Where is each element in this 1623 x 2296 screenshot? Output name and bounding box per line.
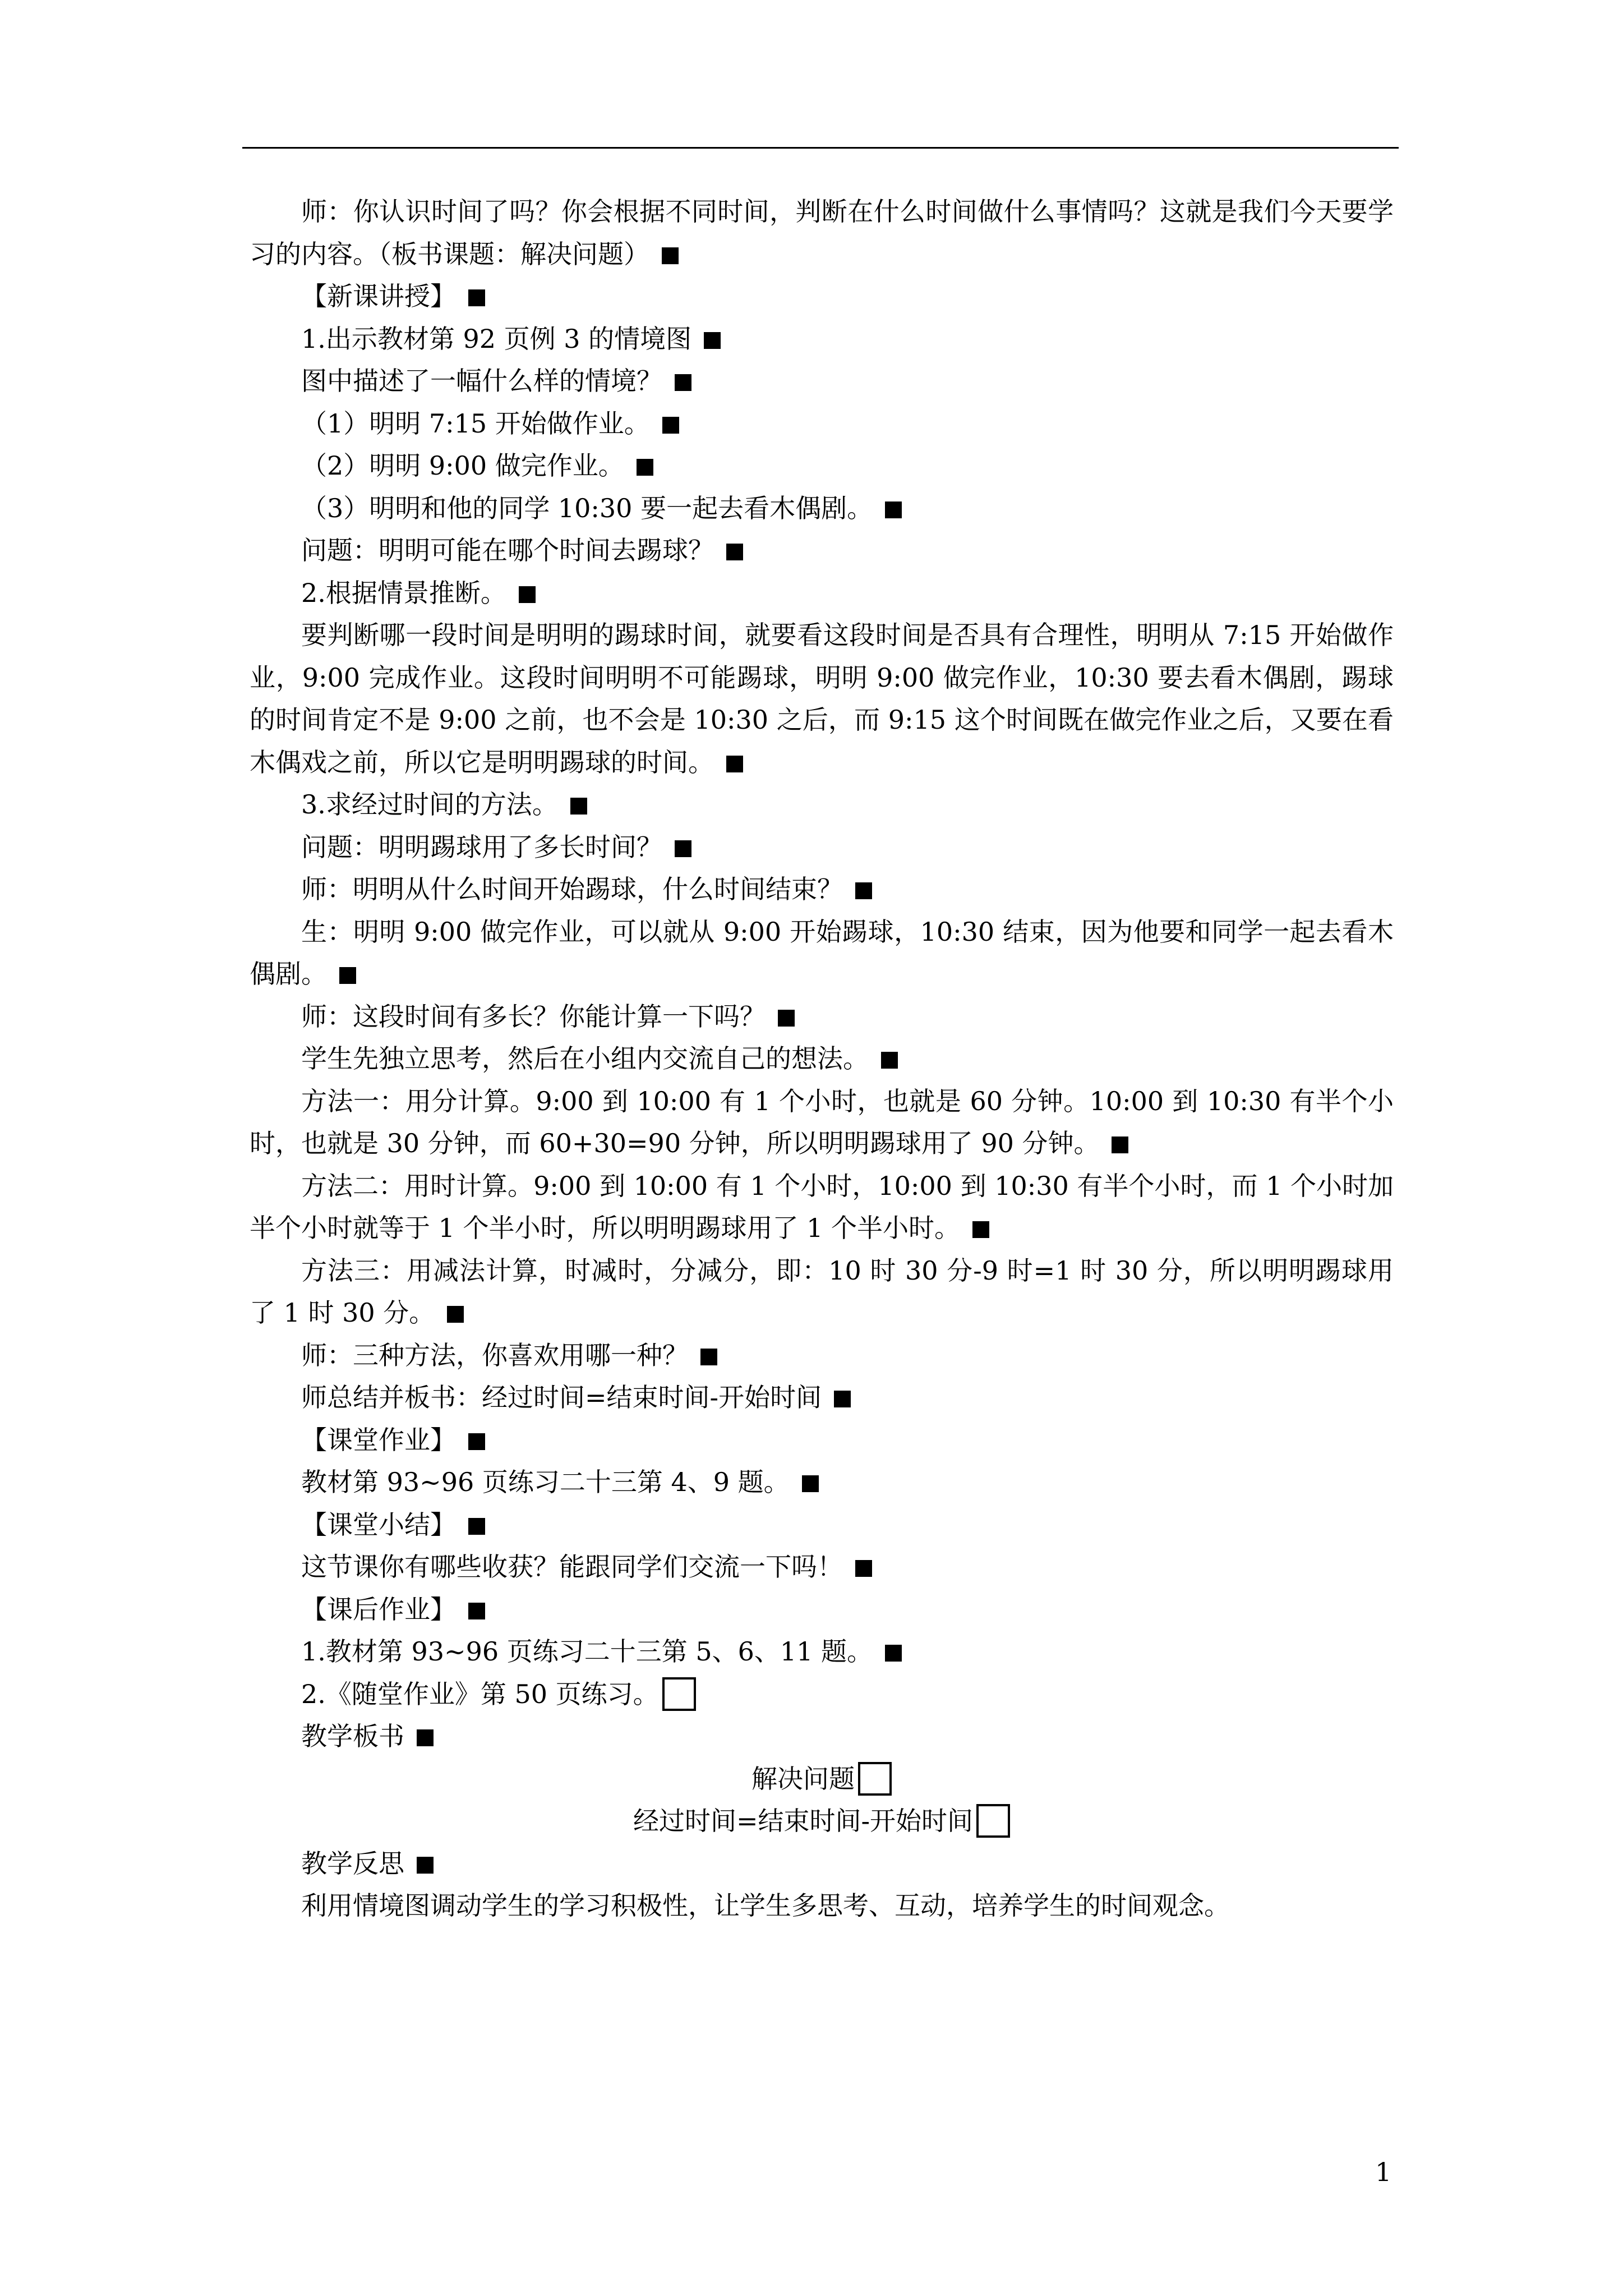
paragraph: [250, 1165, 1394, 1250]
paragraph-text: 方法二：用时计算。9:00 到 10:00 有 1 个小时，10:00 到 10:30 有半个小时，而 1 个小时加半个小时就等于 1 个半小时，所以明明踢球用了 1 个半小时。: [250, 1170, 1394, 1243]
paragraph: [250, 1673, 1394, 1716]
filled-square-icon: [637, 459, 653, 476]
paragraph-text: 师总结并板书：经过时间=结束时间-开始时间: [301, 1382, 822, 1412]
paragraph: [250, 403, 1394, 445]
document-body: [250, 191, 1394, 1927]
paragraph-text: 师：三种方法，你喜欢用哪一种？: [301, 1340, 688, 1370]
paragraph: [250, 445, 1394, 487]
filled-square-icon: [834, 1391, 851, 1407]
paragraph: [250, 1038, 1394, 1080]
filled-square-icon: [447, 1306, 464, 1323]
paragraph-text: （2）明明 9:00 做完作业。: [301, 450, 624, 481]
paragraph-text: 1.教材第 93~96 页练习二十三第 5、6、11 题。: [301, 1636, 873, 1667]
filled-square-icon: [704, 332, 721, 349]
filled-square-icon: [570, 798, 587, 815]
paragraph-text: 利用情境图调动学生的学习积极性，让学生多思考、互动，培养学生的时间观念。: [301, 1890, 1230, 1921]
empty-square-icon: [976, 1804, 1010, 1838]
paragraph: [250, 996, 1394, 1038]
paragraph-text: 【课堂小结】: [301, 1509, 456, 1540]
empty-square-icon: [662, 1677, 696, 1711]
filled-square-icon: [726, 756, 743, 772]
paragraph-text: 2.根据情景推断。: [301, 577, 506, 608]
filled-square-icon: [726, 544, 743, 560]
filled-square-icon: [675, 840, 691, 857]
page-number: 1: [1375, 2157, 1392, 2187]
paragraph-text: 师：你认识时间了吗？你会根据不同时间，判断在什么时间做什么事情吗？这就是我们今天要学习的内容。（板书课题：解决问题）: [250, 196, 1394, 269]
paragraph-text: 图中描述了一幅什么样的情境？: [301, 366, 662, 396]
paragraph-text: 学生先独立思考，然后在小组内交流自己的想法。: [301, 1043, 869, 1074]
paragraph: [250, 360, 1394, 403]
filled-square-icon: [662, 247, 679, 264]
paragraph-text: 要判断哪一段时间是明明的踢球时间，就要看这段时间是否具有合理性，明明从 7:15 开始做作业，9:00 完成作业。这段时间明明不可能踢球，明明 9:00 做完作业，10:30 要去看木偶剧，踢球的时间肯定不是 9:00 之前，也不会是 10:30 之后，而 9:15 这个时间既在做完作业之后，又要在看木偶戏之前，所以它是明明踢球的时间。: [250, 620, 1394, 777]
filled-square-icon: [855, 882, 872, 899]
filled-square-icon: [417, 1857, 434, 1874]
board-formula: [250, 1800, 1394, 1843]
paragraph: [250, 826, 1394, 869]
paragraph-text: 问题：明明踢球用了多长时间？: [301, 831, 662, 862]
paragraph-text: 【新课讲授】: [301, 281, 456, 311]
filled-square-icon: [885, 501, 902, 518]
paragraph: [250, 318, 1394, 361]
paragraph-text: 问题：明明可能在哪个时间去踢球？: [301, 535, 714, 565]
paragraph-text: 师：这段时间有多长？你能计算一下吗？: [301, 1001, 766, 1032]
board-title: [250, 1758, 1394, 1801]
header-rule: [242, 147, 1399, 149]
filled-square-icon: [519, 586, 536, 603]
paragraph-text: 方法一：用分计算。9:00 到 10:00 有 1 个小时，也就是 60 分钟。10:00 到 10:30 有半个小时，也就是 30 分钟，而 60+30=90 分钟，所以明明踢球用了 90 分钟。: [250, 1085, 1394, 1158]
paragraph-text: 【课后作业】: [301, 1594, 456, 1625]
paragraph: [250, 487, 1394, 530]
filled-square-icon: [662, 417, 679, 434]
filled-square-icon: [1112, 1137, 1128, 1153]
paragraph-text: 师：明明从什么时间开始踢球，什么时间结束？: [301, 874, 843, 904]
paragraph: [250, 1631, 1394, 1673]
paragraph-text: 【课堂作业】: [301, 1424, 456, 1455]
filled-square-icon: [417, 1729, 434, 1746]
paragraph-text: 教材第 93~96 页练习二十三第 4、9 题。: [301, 1467, 790, 1497]
paragraph-text: 2.《随堂作业》第 50 页练习。: [301, 1678, 659, 1709]
filled-square-icon: [855, 1560, 872, 1577]
paragraph: [250, 1546, 1394, 1589]
paragraph-text: 3.求经过时间的方法。: [301, 789, 558, 820]
empty-square-icon: [858, 1762, 892, 1796]
paragraph: [250, 572, 1394, 615]
filled-square-icon: [339, 967, 356, 984]
paragraph: [250, 1885, 1394, 1927]
paragraph-text: 解决问题: [751, 1763, 855, 1794]
paragraph: [250, 1250, 1394, 1335]
paragraph: [250, 1461, 1394, 1504]
section-heading: [250, 1589, 1394, 1631]
filled-square-icon: [468, 1518, 485, 1535]
paragraph: [250, 784, 1394, 826]
paragraph-text: 教学反思: [301, 1848, 404, 1879]
paragraph: [250, 1715, 1394, 1758]
filled-square-icon: [885, 1645, 902, 1662]
paragraph: [250, 1080, 1394, 1165]
paragraph-text: 方法三：用减法计算，时减时，分减分，即：10 时 30 分-9 时=1 时 30 分，所以明明踢球用了 1 时 30 分。: [250, 1255, 1394, 1328]
section-heading: [250, 1504, 1394, 1547]
filled-square-icon: [881, 1052, 898, 1069]
paragraph-text: 经过时间=结束时间-开始时间: [633, 1806, 974, 1836]
section-heading: [250, 275, 1394, 318]
paragraph-text: （3）明明和他的同学 10:30 要一起去看木偶剧。: [301, 493, 873, 523]
paragraph: [250, 191, 1394, 275]
paragraph: [250, 614, 1394, 784]
paragraph: [250, 1377, 1394, 1419]
paragraph-text: 生：明明 9:00 做完作业，可以就从 9:00 开始踢球，10:30 结束，因为他要和同学一起去看木偶剧。: [250, 916, 1394, 989]
filled-square-icon: [468, 289, 485, 306]
paragraph: [250, 911, 1394, 996]
paragraph: [250, 868, 1394, 911]
filled-square-icon: [972, 1221, 989, 1238]
filled-square-icon: [802, 1475, 819, 1492]
filled-square-icon: [468, 1433, 485, 1450]
paragraph-text: 这节课你有哪些收获？能跟同学们交流一下吗！: [301, 1552, 843, 1582]
paragraph-text: 教学板书: [301, 1721, 404, 1751]
paragraph-text: （1）明明 7:15 开始做作业。: [301, 408, 650, 439]
paragraph: [250, 1843, 1394, 1885]
filled-square-icon: [675, 374, 691, 391]
filled-square-icon: [468, 1603, 485, 1619]
paragraph: [250, 530, 1394, 572]
paragraph: [250, 1335, 1394, 1377]
filled-square-icon: [778, 1010, 795, 1027]
paragraph-text: 1.出示教材第 92 页例 3 的情境图: [301, 323, 692, 354]
filled-square-icon: [700, 1349, 717, 1365]
section-heading: [250, 1419, 1394, 1462]
